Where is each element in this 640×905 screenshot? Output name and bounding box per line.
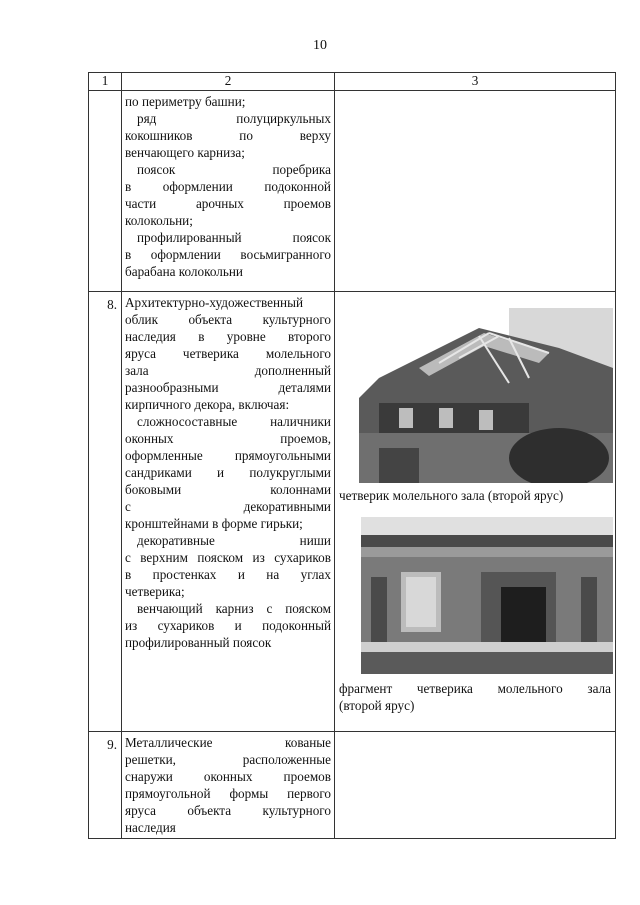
text-line: яруса объекта культурного [125,803,331,818]
photo-facade-fragment [361,517,613,674]
caption-photo-1 [339,487,563,504]
header-col-3: 3 [335,73,616,91]
text-line: яруса четверика молельного [125,346,331,361]
text-line: сандриками и полукруглыми [125,465,331,480]
caption-photo-2 [339,680,611,714]
row-8-description [122,292,335,732]
text-line: профилированный поясок [125,635,272,650]
facade-illustration [361,517,613,674]
header-col-1: 1 [89,73,122,91]
text-line: в оформлении восьмигранного [125,247,331,262]
row-9-col3-empty [335,732,616,839]
text-line: венчающий карниз с пояском [137,601,331,616]
text-line: с декоративными [125,499,331,514]
text-line: боковыми колоннами [125,482,331,497]
text-line: в простенках и на углах [125,567,331,582]
text-line: прямоугольной формы первого [125,786,331,801]
table-row-9 [89,732,616,839]
continuation-text [122,91,335,292]
text-line: Металлические кованые [125,735,331,750]
page-number: 10 [313,38,327,53]
text-line: решетки, расположенные [125,752,331,767]
row-number: 8. [89,292,122,732]
building-illustration [359,308,613,483]
text-line: зала дополненный [125,363,331,378]
text-line: Архитектурно-художественный [125,295,304,310]
photo-building-exterior [359,308,613,483]
text-line: облик объекта культурного [125,312,331,327]
text-line: из сухариков и подоконный [125,618,331,633]
text-line: кронштейнами в форме гирьки; [125,516,303,531]
text-line: наследия [125,820,176,835]
caption-text: (второй ярус) [339,698,415,713]
text-line: четверика; [125,584,185,599]
caption-text: четверик молельного зала (второй ярус) [339,488,564,503]
text-line: части арочных проемов [125,196,331,211]
text-line: с верхним пояском из сухариков [125,550,331,565]
text-line: в оформлении подоконной [125,179,331,194]
text-line: наследия в уровне второго [125,329,331,344]
row-8-photos [335,292,616,732]
text-line: кокошников по верху [125,128,331,143]
table-row-continuation [89,91,616,292]
row-9-description [122,732,335,839]
text-line: кирпичного декора, включая: [125,397,290,412]
text-line: снаружи оконных проемов [125,769,331,784]
continuation-col3-empty [335,91,616,292]
row-number-empty [89,91,122,292]
row-number: 9. [89,732,122,839]
header-col-2: 2 [122,73,335,91]
text-line: сложносоставные наличники [137,414,331,429]
text-line: по периметру башни; [125,94,246,109]
text-line: барабана колокольни [125,264,243,279]
text-line: ряд полуциркульных [137,111,331,126]
text-line: профилированный поясок [137,230,331,245]
text-line: оформленные прямоугольными [125,448,331,463]
text-line: разнообразными деталями [125,380,331,395]
text-line: оконных проемов, [125,431,331,446]
text-line: поясок поребрика [137,162,331,177]
text-line: декоративные ниши [137,533,331,548]
text-line: колокольни; [125,213,193,228]
caption-text: фрагмент четверика молельного зала [339,681,611,696]
heritage-table [88,72,616,839]
text-line: венчающего карниза; [125,145,245,160]
table-header-row [89,73,616,91]
table-row-8 [89,292,616,732]
